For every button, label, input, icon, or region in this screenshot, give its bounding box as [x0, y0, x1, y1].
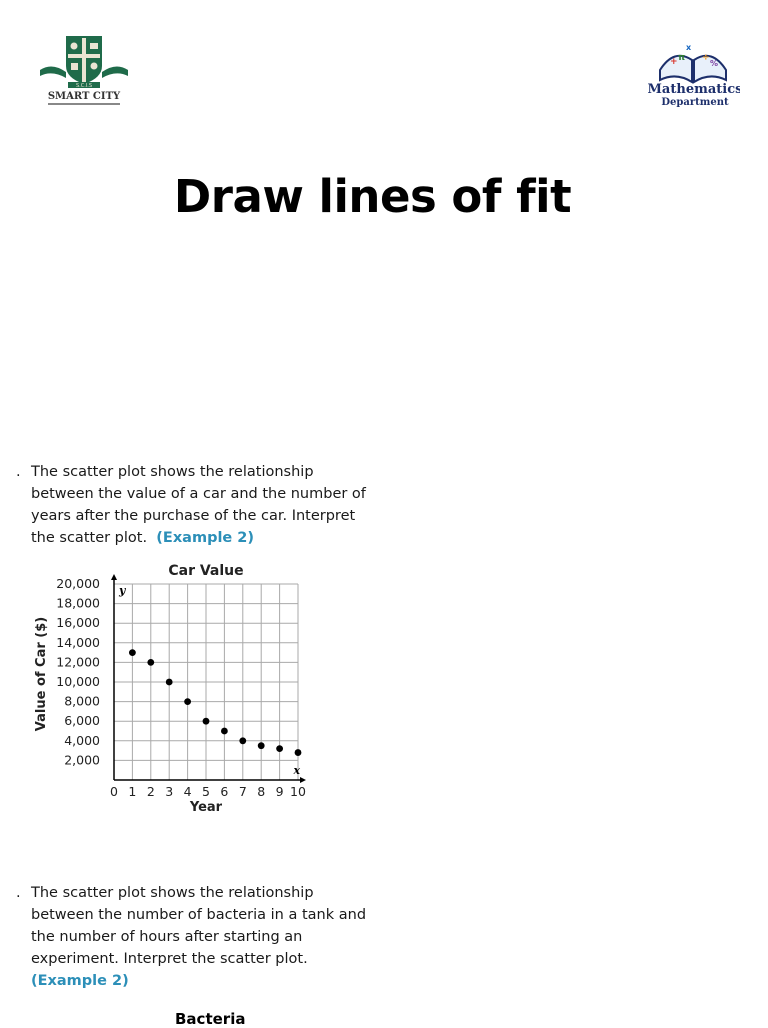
y-tick-label: 8,000: [64, 693, 100, 709]
data-point: [276, 745, 283, 752]
chart-title: Car Value: [168, 563, 244, 579]
example-reference: (Example 2): [31, 973, 129, 989]
page-title: Draw lines of fit: [173, 170, 572, 223]
example-reference: (Example 2): [156, 530, 255, 546]
data-point: [184, 698, 191, 705]
y-axis-arrow-icon: [111, 574, 117, 580]
question-line: The scatter plot shows the relationship: [31, 464, 314, 480]
y-tick-label: 20,000: [56, 576, 100, 591]
data-point: [129, 649, 136, 656]
x-axis-letter: x: [293, 764, 300, 777]
x-axis-arrow-icon: [300, 777, 306, 783]
svg-text:÷: ÷: [702, 53, 710, 63]
question-2: [16, 882, 396, 992]
svg-text:S.C.I.S: S.C.I.S: [75, 83, 93, 89]
y-axis-label: Value of Car ($): [34, 616, 49, 732]
bullet: .: [16, 464, 21, 480]
laurel-left-icon: [40, 66, 66, 78]
data-point: [239, 737, 246, 744]
x-tick-label: 0: [110, 784, 118, 799]
data-point: [258, 742, 265, 749]
bacteria-chart-title: Bacteria: [175, 1010, 246, 1028]
question-line: experiment. Interpret the scatter plot.: [31, 951, 308, 967]
data-point: [221, 728, 228, 735]
x-tick-label: 2: [146, 784, 155, 799]
y-axis-letter: y: [119, 584, 126, 597]
data-point: [203, 718, 210, 725]
y-tick-label: 2,000: [64, 752, 100, 768]
y-tick-label: 12,000: [56, 654, 100, 670]
y-tick-label: 18,000: [56, 595, 100, 611]
question-1: [16, 461, 396, 549]
question-line: the number of hours after starting an: [31, 929, 303, 945]
data-point: [166, 679, 173, 686]
question-line: years after the purchase of the car. Interpret: [31, 508, 356, 524]
x-tick-label: 5: [202, 784, 210, 799]
question-line: between the number of bacteria in a tank and: [31, 907, 367, 923]
x-tick-label: 1: [128, 784, 137, 799]
data-point: [147, 659, 154, 666]
car-value-chart: [28, 558, 318, 820]
laurel-right-icon: [102, 66, 128, 78]
x-axis-label: Year: [189, 800, 223, 815]
x-tick-label: 4: [183, 784, 192, 799]
x-tick-label: 7: [238, 784, 247, 799]
x-tick-label: 3: [165, 784, 174, 799]
y-tick-label: 16,000: [56, 615, 100, 631]
svg-text:π: π: [678, 53, 686, 63]
x-tick-label: 9: [275, 784, 284, 799]
svg-text:%: %: [710, 59, 719, 68]
data-point: [295, 749, 302, 756]
department-logo: [646, 30, 740, 110]
y-tick-label: 14,000: [56, 634, 100, 650]
svg-text:+: +: [670, 57, 678, 67]
y-tick-label: 10,000: [56, 674, 100, 689]
svg-text:Mathematics: Mathematics: [647, 82, 740, 97]
school-logo: [38, 32, 130, 110]
svg-text:Department: Department: [661, 97, 729, 108]
svg-text:x: x: [686, 43, 692, 52]
y-tick-label: 4,000: [64, 732, 100, 748]
question-line: between the value of a car and the number of: [31, 486, 366, 502]
x-tick-label: 6: [220, 784, 229, 799]
x-tick-label: 8: [257, 784, 266, 799]
question-line: the scatter plot.: [31, 530, 148, 546]
x-tick-label: 10: [290, 784, 306, 799]
question-line: The scatter plot shows the relationship: [31, 885, 314, 901]
svg-text:SMART CITY: SMART CITY: [47, 91, 121, 102]
y-tick-label: 6,000: [64, 713, 100, 729]
bullet: .: [16, 885, 21, 901]
